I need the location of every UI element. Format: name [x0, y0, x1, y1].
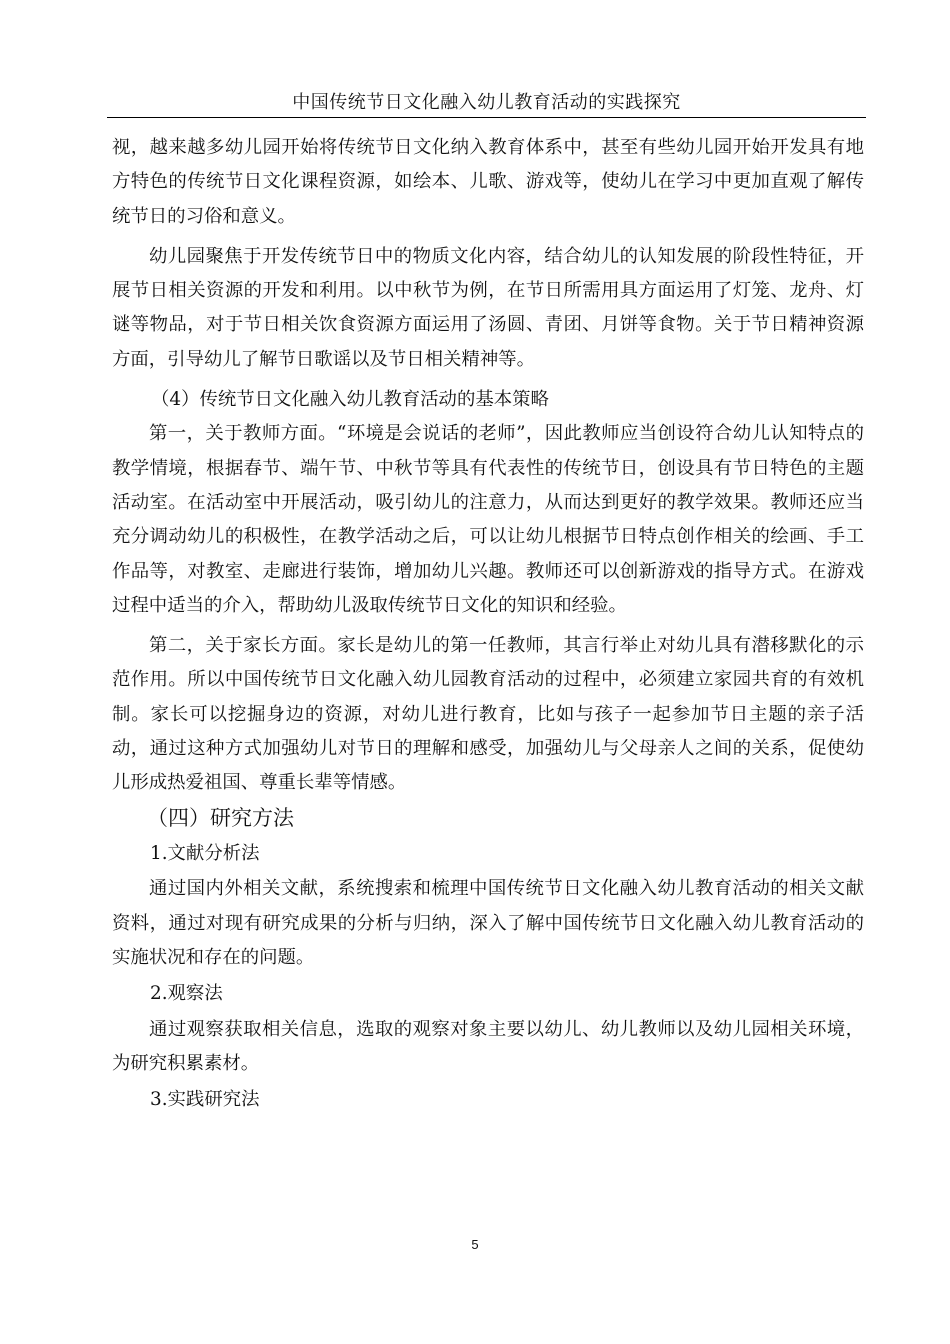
method-heading-observation: 2.观察法 — [150, 983, 223, 1005]
method-heading-literature: 1.文献分析法 — [150, 842, 260, 864]
document-body — [112, 131, 864, 1119]
section-heading-methods: （四）研究方法 — [147, 805, 294, 830]
paragraph-parents: 第二，关于家长方面。家长是幼儿的第一任教师，其言行举止对幼儿具有潜移默化的示范作用。所以中国传统节日文化融入幼儿园教育活动的过程中，必须建立家园共育的有效机制。家长可以挖掘身边的资源，对幼儿进行教育，比如与孩子一起参加节日主题的亲子活动，通过这种方式加强幼儿对节日的理解和感受，加强幼儿与父母亲人之间的关系，促使幼儿形成热爱祖国、尊重长辈等情感。 — [112, 635, 864, 794]
paragraph-material-culture: 幼儿园聚焦于开发传统节日中的物质文化内容，结合幼儿的认知发展的阶段性特征，开展节日相关资源的开发和利用。以中秋节为例，在节日所需用具方面运用了灯笼、龙舟、灯谜等物品，对于节日相关饮食资源方面运用了汤圆、青团、月饼等食物。关于节日精神资源方面，引导幼儿了解节日歌谣以及节日相关精神等。 — [112, 245, 864, 370]
paragraph-literature-method: 通过国内外相关文献，系统搜索和梳理中国传统节日文化融入幼儿教育活动的相关文献资料，通过对现有研究成果的分析与归纳，深入了解中国传统节日文化融入幼儿教育活动的实施状况和存在的问题。 — [112, 878, 864, 969]
paragraph-continued: 视，越来越多幼儿园开始将传统节日文化纳入教育体系中，甚至有些幼儿园开始开发具有地方特色的传统节日文化课程资源，如绘本、儿歌、游戏等，使幼儿在学习中更加直观了解传统节日的习俗和意义。 — [112, 137, 864, 227]
item-heading-strategies: （4）传统节日文化融入幼儿教育活动的基本策略 — [151, 389, 549, 411]
paragraph-observation-method: 通过观察获取相关信息，选取的观察对象主要以幼儿、幼儿教师以及幼儿园相关环境，为研究积累素材。 — [112, 1018, 864, 1075]
page-number: 5 — [471, 1237, 479, 1252]
header-rule — [107, 117, 866, 118]
method-heading-practice: 3.实践研究法 — [150, 1089, 260, 1111]
paragraph-teachers: 第一，关于教师方面。“环境是会说话的老师”，因此教师应当创设符合幼儿认知特点的教学情境，根据春节、端午节、中秋节等具有代表性的传统节日，创设具有节日特色的主题活动室。在活动室中开展活动，吸引幼儿的注意力，从而达到更好的教学效果。教师还应当充分调动幼儿的积极性，在教学活动之后，可以让幼儿根据节日特点创作相关的绘画、手工作品等，对教室、走廊进行装饰，增加幼儿兴趣。教师还可以创新游戏的指导方式。在游戏过程中适当的介入，帮助幼儿汲取传统节日文化的知识和经验。 — [112, 423, 864, 616]
running-header-title: 中国传统节日文化融入幼儿教育活动的实践探究 — [292, 92, 681, 113]
